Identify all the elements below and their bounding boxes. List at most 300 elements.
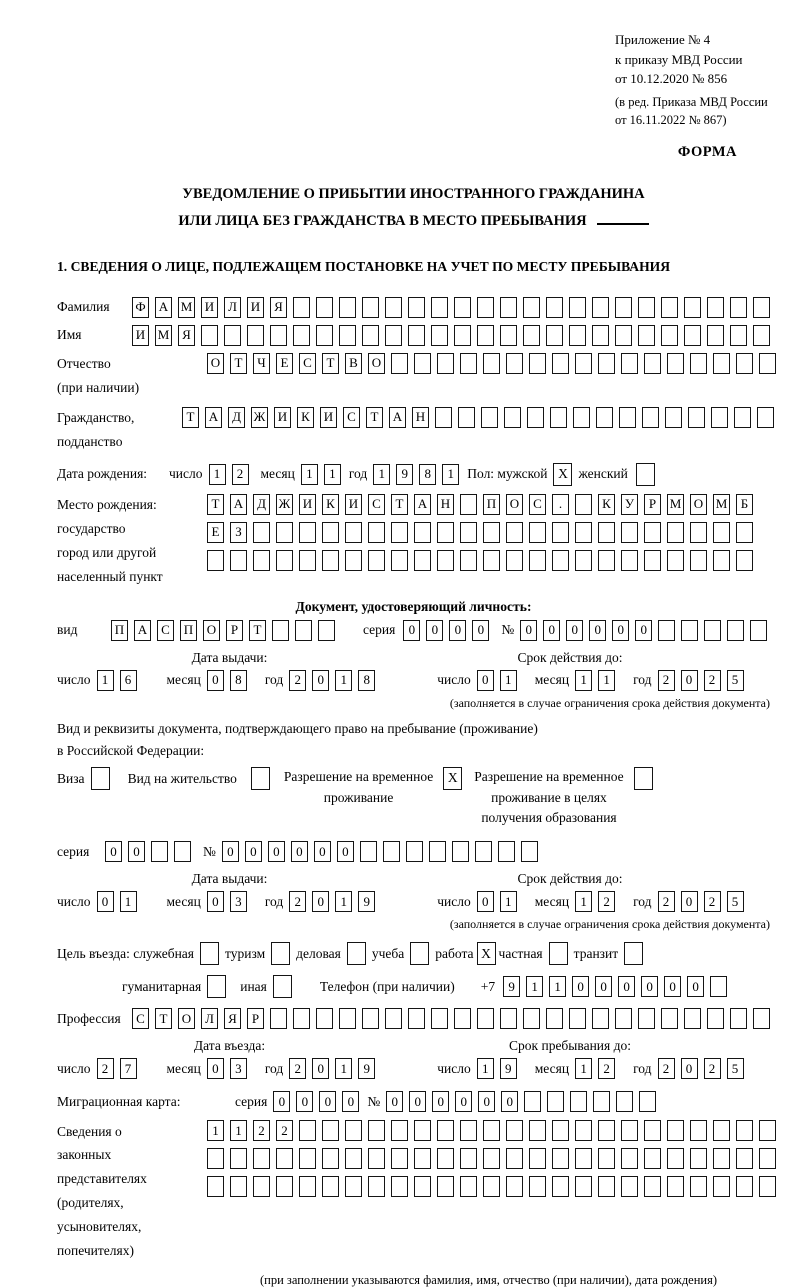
char-cell[interactable]: М bbox=[667, 494, 684, 515]
char-cell[interactable] bbox=[174, 841, 191, 862]
char-cell[interactable] bbox=[506, 1176, 523, 1197]
char-cell[interactable]: Я bbox=[224, 1008, 241, 1029]
char-cell[interactable] bbox=[736, 1148, 753, 1169]
char-cell[interactable]: А bbox=[155, 297, 172, 318]
char-cell[interactable] bbox=[322, 1120, 339, 1141]
char-cell[interactable]: 0 bbox=[296, 1091, 313, 1112]
char-cell[interactable] bbox=[247, 325, 264, 346]
char-cell[interactable] bbox=[362, 1008, 379, 1029]
char-cell[interactable] bbox=[759, 1176, 776, 1197]
char-cell[interactable] bbox=[529, 1148, 546, 1169]
char-cell[interactable] bbox=[345, 1120, 362, 1141]
char-cell[interactable] bbox=[483, 353, 500, 374]
char-cell[interactable]: Т bbox=[322, 353, 339, 374]
char-cell[interactable] bbox=[318, 620, 335, 641]
char-cell[interactable] bbox=[368, 1148, 385, 1169]
char-cell[interactable] bbox=[690, 1176, 707, 1197]
char-cell[interactable] bbox=[713, 1148, 730, 1169]
char-cell[interactable] bbox=[481, 407, 498, 428]
char-cell[interactable] bbox=[621, 550, 638, 571]
char-cell[interactable]: 5 bbox=[727, 891, 744, 912]
char-cell[interactable]: 0 bbox=[595, 976, 612, 997]
char-cell[interactable] bbox=[230, 1176, 247, 1197]
char-cell[interactable]: 0 bbox=[342, 1091, 359, 1112]
char-cell[interactable]: М bbox=[713, 494, 730, 515]
char-cell[interactable]: 0 bbox=[245, 841, 262, 862]
char-cell[interactable] bbox=[710, 976, 727, 997]
char-cell[interactable] bbox=[546, 297, 563, 318]
char-cell[interactable]: Н bbox=[437, 494, 454, 515]
char-cell[interactable] bbox=[681, 620, 698, 641]
char-cell[interactable] bbox=[431, 1008, 448, 1029]
char-cell[interactable] bbox=[477, 325, 494, 346]
char-cell[interactable] bbox=[345, 1148, 362, 1169]
char-cell[interactable]: 3 bbox=[230, 891, 247, 912]
char-cell[interactable] bbox=[552, 353, 569, 374]
char-cell[interactable] bbox=[414, 353, 431, 374]
char-cell[interactable] bbox=[575, 353, 592, 374]
char-cell[interactable] bbox=[573, 407, 590, 428]
char-cell[interactable] bbox=[230, 1148, 247, 1169]
char-cell[interactable]: 1 bbox=[575, 670, 592, 691]
char-cell[interactable] bbox=[638, 297, 655, 318]
char-cell[interactable] bbox=[570, 1091, 587, 1112]
purpose-work-checkbox[interactable]: X bbox=[477, 942, 496, 965]
char-cell[interactable] bbox=[575, 1120, 592, 1141]
char-cell[interactable] bbox=[644, 522, 661, 543]
char-cell[interactable] bbox=[368, 1176, 385, 1197]
char-cell[interactable] bbox=[658, 620, 675, 641]
char-cell[interactable] bbox=[569, 297, 586, 318]
char-cell[interactable] bbox=[454, 325, 471, 346]
char-cell[interactable] bbox=[299, 1176, 316, 1197]
char-cell[interactable]: Т bbox=[155, 1008, 172, 1029]
char-cell[interactable]: 0 bbox=[97, 891, 114, 912]
char-cell[interactable] bbox=[316, 297, 333, 318]
char-cell[interactable] bbox=[529, 522, 546, 543]
char-cell[interactable] bbox=[506, 353, 523, 374]
char-cell[interactable]: 0 bbox=[314, 841, 331, 862]
char-cell[interactable]: 1 bbox=[373, 464, 390, 485]
char-cell[interactable]: . bbox=[552, 494, 569, 515]
temp-residence-checkbox[interactable]: X bbox=[443, 767, 462, 790]
char-cell[interactable]: 0 bbox=[312, 891, 329, 912]
char-cell[interactable]: 1 bbox=[120, 891, 137, 912]
char-cell[interactable] bbox=[506, 522, 523, 543]
char-cell[interactable] bbox=[684, 297, 701, 318]
char-cell[interactable]: И bbox=[201, 297, 218, 318]
char-cell[interactable] bbox=[524, 1091, 541, 1112]
char-cell[interactable]: 9 bbox=[500, 1058, 517, 1079]
char-cell[interactable] bbox=[616, 1091, 633, 1112]
char-cell[interactable]: Я bbox=[270, 297, 287, 318]
char-cell[interactable] bbox=[713, 550, 730, 571]
char-cell[interactable] bbox=[431, 325, 448, 346]
char-cell[interactable]: 9 bbox=[503, 976, 520, 997]
char-cell[interactable] bbox=[546, 325, 563, 346]
char-cell[interactable] bbox=[293, 1008, 310, 1029]
char-cell[interactable]: Б bbox=[736, 494, 753, 515]
char-cell[interactable] bbox=[253, 522, 270, 543]
char-cell[interactable] bbox=[295, 620, 312, 641]
char-cell[interactable]: И bbox=[345, 494, 362, 515]
char-cell[interactable] bbox=[454, 1008, 471, 1029]
char-cell[interactable]: 0 bbox=[478, 1091, 495, 1112]
char-cell[interactable]: М bbox=[155, 325, 172, 346]
char-cell[interactable]: Н bbox=[412, 407, 429, 428]
char-cell[interactable] bbox=[368, 1120, 385, 1141]
char-cell[interactable] bbox=[293, 297, 310, 318]
char-cell[interactable] bbox=[575, 1176, 592, 1197]
char-cell[interactable] bbox=[688, 407, 705, 428]
char-cell[interactable] bbox=[736, 353, 753, 374]
char-cell[interactable] bbox=[460, 522, 477, 543]
char-cell[interactable]: 0 bbox=[337, 841, 354, 862]
char-cell[interactable] bbox=[598, 1120, 615, 1141]
char-cell[interactable] bbox=[391, 1120, 408, 1141]
char-cell[interactable]: А bbox=[414, 494, 431, 515]
char-cell[interactable]: О bbox=[690, 494, 707, 515]
char-cell[interactable]: 0 bbox=[409, 1091, 426, 1112]
char-cell[interactable] bbox=[339, 325, 356, 346]
char-cell[interactable] bbox=[385, 1008, 402, 1029]
char-cell[interactable]: 0 bbox=[501, 1091, 518, 1112]
char-cell[interactable]: 2 bbox=[289, 1058, 306, 1079]
char-cell[interactable] bbox=[506, 550, 523, 571]
char-cell[interactable]: 1 bbox=[549, 976, 566, 997]
char-cell[interactable] bbox=[414, 522, 431, 543]
temp-residence-edu-checkbox[interactable] bbox=[634, 767, 653, 790]
char-cell[interactable] bbox=[598, 550, 615, 571]
char-cell[interactable] bbox=[483, 1176, 500, 1197]
char-cell[interactable]: 1 bbox=[526, 976, 543, 997]
char-cell[interactable] bbox=[276, 522, 293, 543]
char-cell[interactable] bbox=[276, 1176, 293, 1197]
purpose-tourism-checkbox[interactable] bbox=[271, 942, 290, 965]
char-cell[interactable]: О bbox=[178, 1008, 195, 1029]
char-cell[interactable]: А bbox=[134, 620, 151, 641]
char-cell[interactable]: Т bbox=[182, 407, 199, 428]
char-cell[interactable] bbox=[460, 550, 477, 571]
char-cell[interactable] bbox=[437, 522, 454, 543]
char-cell[interactable]: Т bbox=[366, 407, 383, 428]
char-cell[interactable] bbox=[460, 494, 477, 515]
sex-female-checkbox[interactable] bbox=[636, 463, 655, 486]
char-cell[interactable] bbox=[414, 1120, 431, 1141]
char-cell[interactable]: 7 bbox=[120, 1058, 137, 1079]
char-cell[interactable]: 2 bbox=[289, 670, 306, 691]
char-cell[interactable] bbox=[408, 325, 425, 346]
char-cell[interactable] bbox=[713, 522, 730, 543]
char-cell[interactable]: 1 bbox=[230, 1120, 247, 1141]
char-cell[interactable]: С bbox=[132, 1008, 149, 1029]
char-cell[interactable]: С bbox=[157, 620, 174, 641]
char-cell[interactable] bbox=[483, 1148, 500, 1169]
char-cell[interactable] bbox=[638, 1008, 655, 1029]
char-cell[interactable] bbox=[667, 1120, 684, 1141]
char-cell[interactable]: И bbox=[132, 325, 149, 346]
char-cell[interactable]: 0 bbox=[641, 976, 658, 997]
char-cell[interactable]: 0 bbox=[312, 670, 329, 691]
char-cell[interactable]: К bbox=[598, 494, 615, 515]
char-cell[interactable] bbox=[704, 620, 721, 641]
char-cell[interactable]: 2 bbox=[658, 1058, 675, 1079]
purpose-official-checkbox[interactable] bbox=[200, 942, 219, 965]
char-cell[interactable] bbox=[414, 550, 431, 571]
char-cell[interactable] bbox=[452, 841, 469, 862]
char-cell[interactable] bbox=[759, 353, 776, 374]
char-cell[interactable] bbox=[391, 353, 408, 374]
char-cell[interactable]: Т bbox=[391, 494, 408, 515]
char-cell[interactable]: М bbox=[178, 297, 195, 318]
char-cell[interactable] bbox=[598, 1176, 615, 1197]
char-cell[interactable]: И bbox=[274, 407, 291, 428]
char-cell[interactable] bbox=[753, 297, 770, 318]
char-cell[interactable]: 0 bbox=[403, 620, 420, 641]
char-cell[interactable]: 0 bbox=[664, 976, 681, 997]
char-cell[interactable]: Е bbox=[276, 353, 293, 374]
char-cell[interactable]: 1 bbox=[335, 1058, 352, 1079]
char-cell[interactable] bbox=[454, 297, 471, 318]
char-cell[interactable] bbox=[360, 841, 377, 862]
char-cell[interactable] bbox=[276, 550, 293, 571]
char-cell[interactable] bbox=[736, 522, 753, 543]
char-cell[interactable] bbox=[621, 522, 638, 543]
char-cell[interactable] bbox=[458, 407, 475, 428]
char-cell[interactable] bbox=[757, 407, 774, 428]
char-cell[interactable]: 1 bbox=[477, 1058, 494, 1079]
char-cell[interactable] bbox=[552, 1176, 569, 1197]
char-cell[interactable] bbox=[527, 407, 544, 428]
char-cell[interactable] bbox=[368, 550, 385, 571]
char-cell[interactable] bbox=[529, 1176, 546, 1197]
char-cell[interactable]: 1 bbox=[598, 670, 615, 691]
char-cell[interactable] bbox=[552, 522, 569, 543]
char-cell[interactable] bbox=[730, 325, 747, 346]
char-cell[interactable]: 0 bbox=[543, 620, 560, 641]
char-cell[interactable] bbox=[408, 1008, 425, 1029]
char-cell[interactable]: 1 bbox=[335, 891, 352, 912]
char-cell[interactable] bbox=[667, 353, 684, 374]
char-cell[interactable] bbox=[713, 353, 730, 374]
char-cell[interactable]: Р bbox=[226, 620, 243, 641]
char-cell[interactable]: 9 bbox=[358, 891, 375, 912]
char-cell[interactable]: 0 bbox=[618, 976, 635, 997]
char-cell[interactable]: Д bbox=[253, 494, 270, 515]
char-cell[interactable] bbox=[644, 1120, 661, 1141]
char-cell[interactable]: 2 bbox=[276, 1120, 293, 1141]
char-cell[interactable]: 8 bbox=[419, 464, 436, 485]
char-cell[interactable]: А bbox=[389, 407, 406, 428]
char-cell[interactable] bbox=[207, 550, 224, 571]
char-cell[interactable] bbox=[322, 1148, 339, 1169]
char-cell[interactable] bbox=[759, 1148, 776, 1169]
char-cell[interactable] bbox=[596, 407, 613, 428]
char-cell[interactable]: И bbox=[299, 494, 316, 515]
char-cell[interactable] bbox=[483, 1120, 500, 1141]
char-cell[interactable]: 0 bbox=[681, 891, 698, 912]
char-cell[interactable] bbox=[661, 297, 678, 318]
char-cell[interactable] bbox=[391, 550, 408, 571]
char-cell[interactable] bbox=[276, 1148, 293, 1169]
char-cell[interactable]: О bbox=[207, 353, 224, 374]
char-cell[interactable] bbox=[730, 297, 747, 318]
char-cell[interactable]: 0 bbox=[273, 1091, 290, 1112]
char-cell[interactable]: 0 bbox=[472, 620, 489, 641]
char-cell[interactable]: 0 bbox=[207, 1058, 224, 1079]
char-cell[interactable]: З bbox=[230, 522, 247, 543]
char-cell[interactable] bbox=[621, 353, 638, 374]
char-cell[interactable]: 1 bbox=[500, 670, 517, 691]
char-cell[interactable]: 0 bbox=[312, 1058, 329, 1079]
char-cell[interactable] bbox=[500, 297, 517, 318]
char-cell[interactable] bbox=[575, 1148, 592, 1169]
char-cell[interactable] bbox=[339, 297, 356, 318]
char-cell[interactable] bbox=[506, 1148, 523, 1169]
char-cell[interactable]: Т bbox=[207, 494, 224, 515]
char-cell[interactable]: Р bbox=[644, 494, 661, 515]
char-cell[interactable]: П bbox=[483, 494, 500, 515]
char-cell[interactable] bbox=[759, 1120, 776, 1141]
char-cell[interactable] bbox=[736, 1176, 753, 1197]
char-cell[interactable]: 1 bbox=[301, 464, 318, 485]
char-cell[interactable] bbox=[207, 1176, 224, 1197]
char-cell[interactable]: 0 bbox=[572, 976, 589, 997]
char-cell[interactable]: 2 bbox=[97, 1058, 114, 1079]
char-cell[interactable] bbox=[391, 1176, 408, 1197]
char-cell[interactable]: 2 bbox=[289, 891, 306, 912]
char-cell[interactable] bbox=[345, 1176, 362, 1197]
char-cell[interactable] bbox=[270, 1008, 287, 1029]
char-cell[interactable] bbox=[414, 1176, 431, 1197]
char-cell[interactable]: 1 bbox=[500, 891, 517, 912]
purpose-business-checkbox[interactable] bbox=[347, 942, 366, 965]
char-cell[interactable] bbox=[547, 1091, 564, 1112]
char-cell[interactable] bbox=[299, 1120, 316, 1141]
char-cell[interactable] bbox=[253, 550, 270, 571]
char-cell[interactable]: 0 bbox=[520, 620, 537, 641]
char-cell[interactable] bbox=[615, 297, 632, 318]
char-cell[interactable] bbox=[272, 620, 289, 641]
char-cell[interactable] bbox=[299, 522, 316, 543]
char-cell[interactable]: 0 bbox=[207, 670, 224, 691]
char-cell[interactable]: 0 bbox=[426, 620, 443, 641]
char-cell[interactable] bbox=[552, 550, 569, 571]
char-cell[interactable]: 9 bbox=[396, 464, 413, 485]
char-cell[interactable] bbox=[592, 297, 609, 318]
char-cell[interactable] bbox=[383, 841, 400, 862]
char-cell[interactable]: 0 bbox=[477, 670, 494, 691]
char-cell[interactable] bbox=[253, 1176, 270, 1197]
char-cell[interactable]: П bbox=[180, 620, 197, 641]
char-cell[interactable] bbox=[345, 522, 362, 543]
char-cell[interactable]: 8 bbox=[358, 670, 375, 691]
char-cell[interactable]: 0 bbox=[319, 1091, 336, 1112]
char-cell[interactable]: У bbox=[621, 494, 638, 515]
char-cell[interactable] bbox=[406, 841, 423, 862]
char-cell[interactable] bbox=[592, 1008, 609, 1029]
char-cell[interactable]: Я bbox=[178, 325, 195, 346]
char-cell[interactable] bbox=[642, 407, 659, 428]
char-cell[interactable] bbox=[753, 1008, 770, 1029]
char-cell[interactable] bbox=[316, 325, 333, 346]
char-cell[interactable] bbox=[270, 325, 287, 346]
char-cell[interactable]: К bbox=[322, 494, 339, 515]
char-cell[interactable] bbox=[638, 325, 655, 346]
char-cell[interactable]: Ж bbox=[251, 407, 268, 428]
char-cell[interactable]: О bbox=[368, 353, 385, 374]
char-cell[interactable]: 0 bbox=[222, 841, 239, 862]
char-cell[interactable] bbox=[460, 1148, 477, 1169]
char-cell[interactable] bbox=[667, 550, 684, 571]
char-cell[interactable] bbox=[593, 1091, 610, 1112]
char-cell[interactable] bbox=[684, 325, 701, 346]
char-cell[interactable]: 0 bbox=[687, 976, 704, 997]
char-cell[interactable] bbox=[644, 353, 661, 374]
sex-male-checkbox[interactable]: X bbox=[553, 463, 572, 486]
char-cell[interactable]: 1 bbox=[209, 464, 226, 485]
char-cell[interactable] bbox=[475, 841, 492, 862]
char-cell[interactable]: И bbox=[320, 407, 337, 428]
char-cell[interactable] bbox=[621, 1176, 638, 1197]
char-cell[interactable]: 0 bbox=[268, 841, 285, 862]
char-cell[interactable] bbox=[569, 325, 586, 346]
char-cell[interactable]: 0 bbox=[612, 620, 629, 641]
char-cell[interactable]: 2 bbox=[598, 1058, 615, 1079]
char-cell[interactable] bbox=[736, 1120, 753, 1141]
char-cell[interactable] bbox=[707, 325, 724, 346]
char-cell[interactable] bbox=[299, 550, 316, 571]
char-cell[interactable] bbox=[529, 353, 546, 374]
char-cell[interactable] bbox=[575, 522, 592, 543]
char-cell[interactable]: С bbox=[529, 494, 546, 515]
char-cell[interactable] bbox=[713, 1176, 730, 1197]
char-cell[interactable] bbox=[550, 407, 567, 428]
char-cell[interactable] bbox=[690, 353, 707, 374]
char-cell[interactable] bbox=[661, 325, 678, 346]
char-cell[interactable] bbox=[498, 841, 515, 862]
char-cell[interactable] bbox=[690, 522, 707, 543]
char-cell[interactable] bbox=[391, 1148, 408, 1169]
char-cell[interactable]: 0 bbox=[449, 620, 466, 641]
char-cell[interactable] bbox=[665, 407, 682, 428]
char-cell[interactable] bbox=[644, 1176, 661, 1197]
char-cell[interactable] bbox=[293, 325, 310, 346]
visa-checkbox[interactable] bbox=[91, 767, 110, 790]
char-cell[interactable] bbox=[345, 550, 362, 571]
char-cell[interactable]: 2 bbox=[253, 1120, 270, 1141]
char-cell[interactable] bbox=[575, 494, 592, 515]
char-cell[interactable] bbox=[727, 620, 744, 641]
char-cell[interactable]: 9 bbox=[358, 1058, 375, 1079]
char-cell[interactable]: 1 bbox=[97, 670, 114, 691]
char-cell[interactable]: 0 bbox=[128, 841, 145, 862]
char-cell[interactable]: 2 bbox=[232, 464, 249, 485]
char-cell[interactable] bbox=[690, 1148, 707, 1169]
char-cell[interactable]: А bbox=[205, 407, 222, 428]
char-cell[interactable]: Т bbox=[230, 353, 247, 374]
char-cell[interactable]: 2 bbox=[704, 1058, 721, 1079]
char-cell[interactable] bbox=[690, 550, 707, 571]
char-cell[interactable] bbox=[621, 1148, 638, 1169]
purpose-humanitarian-checkbox[interactable] bbox=[207, 975, 226, 998]
char-cell[interactable] bbox=[385, 325, 402, 346]
char-cell[interactable] bbox=[615, 1008, 632, 1029]
char-cell[interactable] bbox=[707, 1008, 724, 1029]
char-cell[interactable] bbox=[523, 325, 540, 346]
char-cell[interactable]: 0 bbox=[635, 620, 652, 641]
char-cell[interactable]: 8 bbox=[230, 670, 247, 691]
